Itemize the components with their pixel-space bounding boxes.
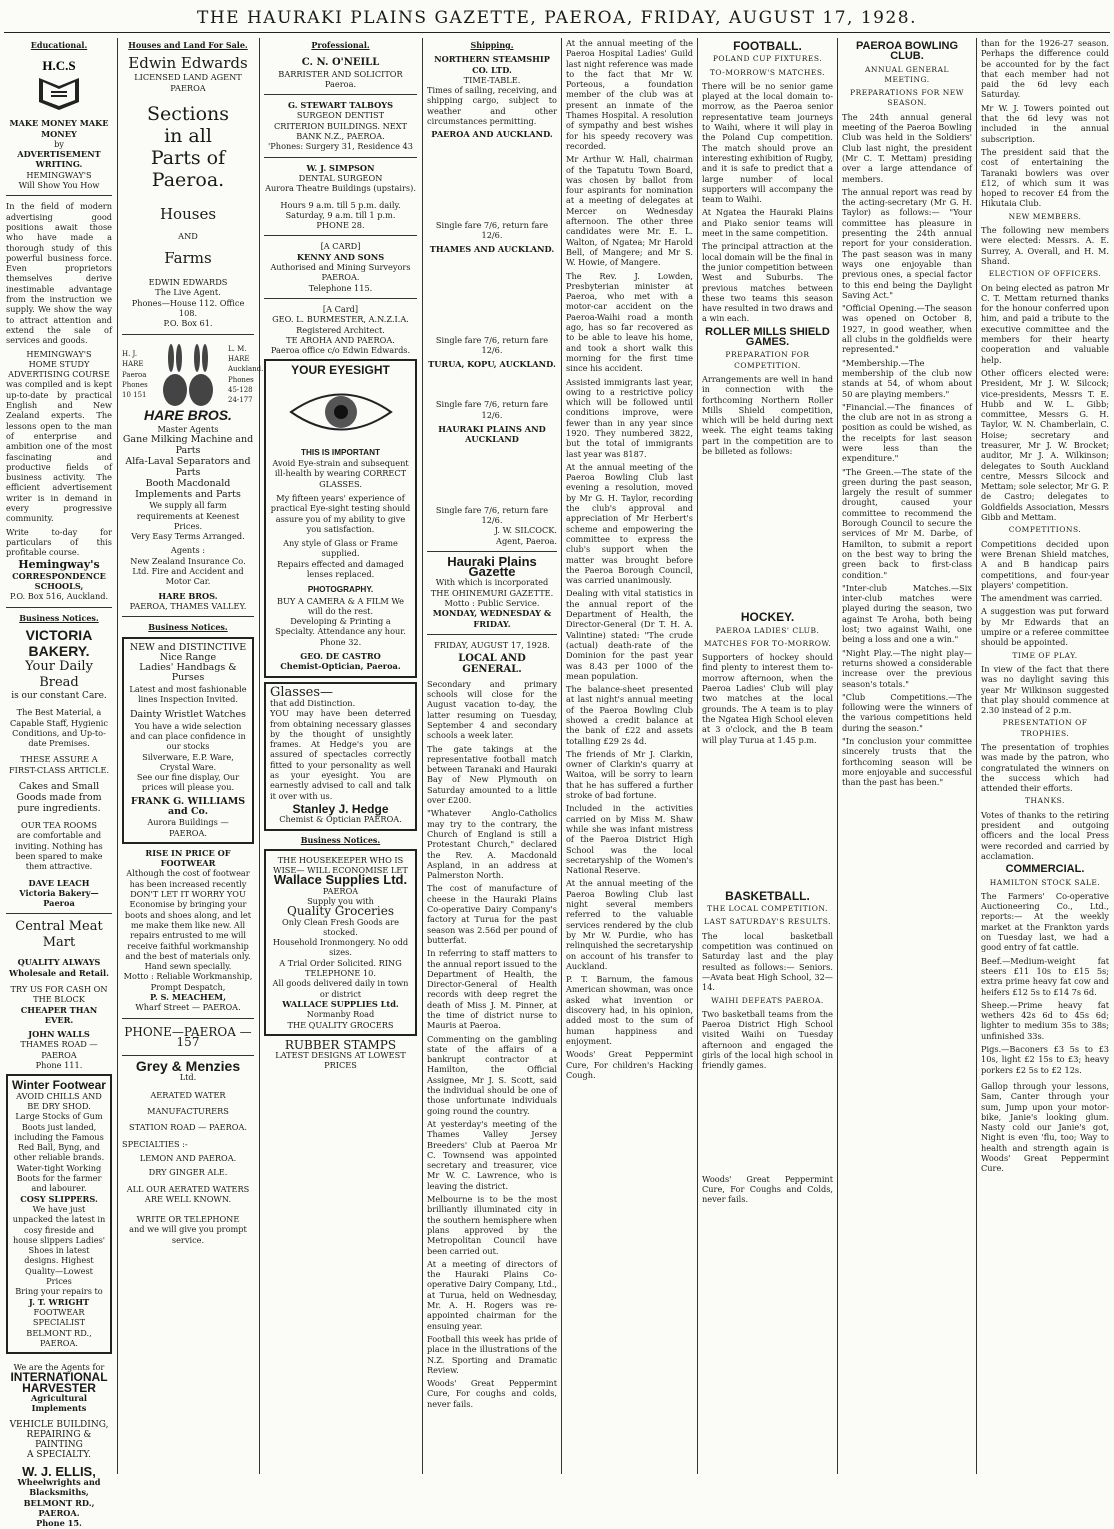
timetable-4 xyxy=(427,445,557,505)
section-heading: Business Notices. xyxy=(148,622,228,633)
handbags-text: Ladies' Handbags & Purses xyxy=(139,662,237,684)
article-paragraph: "Night Play.—The night play—returns showed a considerable increase over the previous season's totals." xyxy=(842,647,972,689)
timetable-title: TIME-TABLE. xyxy=(463,74,521,85)
ironmongery-text: Household Ironmongery. No odd sizes. xyxy=(272,937,409,958)
article-paragraph: Sheep.—Prime heavy fat wethers 42s 6d to 45s 6d; lighter to medium 35s to 38s; unfinished 33s. xyxy=(981,999,1109,1041)
hockey-heading: HOCKEY. xyxy=(740,610,795,625)
article-paragraph: At a meeting of directors of the Hauraki Plains Co-operative Dairy Company, Ltd., at Turua, held on Wednesday, Mr. A. H. Rogers was re-appointed chairman for the ensuing year. xyxy=(427,1258,557,1331)
tearooms-text: are comfortable and inviting. Nothing has been spared to make them attractive. xyxy=(15,830,103,872)
woods-note: Woods' Great Peppermint Cure, For Coughs and Colds, never fails. xyxy=(702,1173,833,1205)
agents-label: Agents : xyxy=(170,545,206,556)
article-paragraph: A suggestion was put forward by Mr Edwards that an umpire or a referee committee should be appointed. xyxy=(981,606,1109,648)
alfa-text: Alfa-Laval Separators and Parts xyxy=(125,456,251,479)
talboys-phones: 'Phones: Surgery 31, Residence 43 xyxy=(268,141,413,152)
section-heading: Business Notices. xyxy=(19,612,99,623)
designs-text: LATEST DESIGNS AT LOWEST PRICES xyxy=(275,1050,406,1071)
all-aerated-text: ALL OUR AERATED WATERS ARE WELL KNOWN. xyxy=(126,1183,250,1204)
assure-text: THESE ASSURE A FIRST-CLASS ARTICLE. xyxy=(8,754,110,775)
local-general-heading: LOCAL AND GENERAL. xyxy=(458,653,526,675)
course-line-3: ADVERTISING COURSE xyxy=(8,369,110,380)
hare-bros-location: PAEROA, THAMES VALLEY. xyxy=(129,600,247,611)
trophies-subheading: PRESENTATION OF TROPHIES. xyxy=(1002,718,1088,738)
cheaper-text: CHEAPER THAN EVER. xyxy=(20,1004,98,1025)
houses-text: Houses xyxy=(159,204,217,223)
oneill-paeroa: Paeroa. xyxy=(324,78,357,89)
motto-text: Motto : Public Service. xyxy=(444,598,540,609)
sections-text: Sections xyxy=(146,102,230,125)
waihi-subheading: WAIHI DEFEATS PAEROA. xyxy=(711,995,824,1005)
will-show-text: Will Show You How xyxy=(18,180,100,191)
edwin-pobox: P.O. Box 61. xyxy=(163,318,213,329)
competitions-subheading: COMPETITIONS. xyxy=(1008,525,1082,535)
issue-date: FRIDAY, AUGUST 17, 1928. xyxy=(434,639,550,650)
article-paragraph: Secondary and primary schools will close for the August vacation to-day, the latter resuming on Tuesday, September 4 and secondary schools a week later. xyxy=(427,678,557,741)
hours-text: Hours 9 a.m. till 5 p.m. daily. Saturday, 9 a.m. till 1 p.m. xyxy=(280,199,401,220)
walls-address: THAMES ROAD — PAEROA xyxy=(20,1039,98,1060)
article-paragraph: than for the 1926-27 season. Perhaps the difference could be accounted for by the fact that each member had not paid the 6d levy each Saturday. xyxy=(981,38,1109,100)
article-paragraph: The presentation of trophies was made by the patron, who congratulated the winners on the success which had attended their efforts. xyxy=(981,742,1109,794)
card-label: [A CARD] xyxy=(320,241,361,252)
rise-title: RISE IN PRICE OF FOOTWEAR xyxy=(145,847,231,869)
quality-text: QUALITY ALWAYS xyxy=(17,957,101,968)
thanks-subheading: THANKS. xyxy=(1025,796,1065,806)
fresh-text: Only Clean Fresh Goods are stocked. xyxy=(282,916,399,937)
supply-text: Supply you with xyxy=(307,896,374,906)
bakery-title: VICTORIA BAKERY. xyxy=(25,626,93,659)
ltd-text: Ltd. xyxy=(179,1071,197,1082)
edwin-phones: Phones—House 112. Office 108. xyxy=(131,297,245,319)
hemingways-label: HEMINGWAY'S xyxy=(26,169,92,180)
cash-text: TRY US FOR CASH ON THE BLOCK xyxy=(10,984,108,1005)
masthead: THE HAURAKI PLAINS GAZETTE, PAEROA, FRIDAY, AUGUST 17, 1928. xyxy=(197,8,917,28)
hare-ad-header xyxy=(122,340,264,410)
article-paragraph: Votes of thanks to the retiring president and outgoing officers and the local Press were recorded and carried by acclamation. xyxy=(981,809,1109,861)
service-text: and we will give you prompt service. xyxy=(129,1224,247,1245)
fare-3: Single fare 7/6, return fare 12/6. xyxy=(435,399,549,420)
section-heading: Houses and Land For Sale. xyxy=(128,40,248,50)
article-paragraph: Other officers elected were: President, Mr J. W. Silcock; vice-presidents, Messrs T. E. Hubb and W. L. Gibb; committee, Messrs G. H. Taylor, W. N. Chamberlain, C. Hoise; secretary and treasurer, Mr J. W. Brocket; auditor, Mr J. A. Wilkinson; delegates to South Auckland centre, Messrs Silcock and Mettam; sole selector, Mr G. P. de Castro; delegates to Goldfields Association, Messrs Gibb and Mettam. xyxy=(981,367,1109,523)
specialties-label: SPECIALTIES :- xyxy=(122,1138,188,1149)
basketball-heading: BASKETBALL. xyxy=(725,888,810,903)
billet-list xyxy=(702,459,833,609)
dentist-text: SURGEON DENTIST xyxy=(296,110,385,121)
paeroa-text: PAEROA xyxy=(170,82,206,93)
column-2 xyxy=(122,38,264,1474)
oneill-name: C. N. O'NEILL xyxy=(301,57,380,69)
slogan: MAKE MONEY MAKE MONEY xyxy=(9,118,109,139)
surveyors-text: Authorised and Mining Surveyors PAEROA. xyxy=(270,262,411,283)
parts-text: Parts of Paeroa. xyxy=(150,146,226,191)
bread-line: Your Daily Bread xyxy=(25,658,93,690)
barrister-text: BARRISTER AND SOLICITOR xyxy=(278,68,403,79)
article-paragraph: The following new members were elected: Messrs. A. E. Surrey, A. Overall, and H. M. Shand. xyxy=(981,225,1109,266)
repairing-text: REPAIRING & PAINTING xyxy=(26,1429,92,1451)
agent-name: J. W. SILCOCK. xyxy=(494,525,557,536)
column-divider xyxy=(422,38,423,1474)
intro-paragraph: In the field of modern advertising good positions await those who have made a thorough study of this powerful business force. Even proprietors themselves derive inestimable advantage from the instruction we supply. We show the way to attract attention and extend the sale of services and goods. xyxy=(6,201,112,346)
agents-text: We are the Agents for xyxy=(13,1362,105,1373)
football-heading: FOOTBALL. xyxy=(733,39,802,53)
column-divider xyxy=(259,38,260,1474)
hcs-logo-text: H.C.S xyxy=(42,58,76,74)
station-text: STATION ROAD — PAEROA. xyxy=(128,1122,248,1133)
booth-text: Booth Macdonald Implements and Parts xyxy=(135,478,241,501)
architect-text: Registered Architect. xyxy=(296,324,385,335)
article-paragraph: The cost of manufacture of cheese in the Hauraki Plains Co-operative Dairy Company's factory at Turua for the past season was 2.56d per pound of butterfat. xyxy=(427,883,557,945)
article-paragraph: Competitions decided upon were Brenan Shield matches, A and B handicap pairs competitions, and four-year players' competition. xyxy=(981,538,1109,590)
column-divider xyxy=(837,38,838,1474)
chills-text: AVOID CHILLS AND BE DRY SHOD. xyxy=(16,1090,102,1111)
burmester-name: GEO. L. BURMESTER, A.N.Z.I.A. xyxy=(272,314,409,325)
insurance-text: New Zealand Insurance Co. Ltd. Fire and Accident and Motor Car. xyxy=(130,555,246,587)
experience-text: My fifteen years' experience of practical Eye-sight testing should assure you of my ability to give you satisfaction. xyxy=(270,492,411,534)
article-paragraph: Mr Arthur W. Hall, chairman of the Tapatutu Town Board, was chosen by ballot from four aspirants for nomination at a meeting of delegates at Mercer on Wednesday afternoon. The other three candidates were Mr. E. L. Walton, of Ngatea; Mr Harold Bell, of Mangere; and Mr S. W. Howie, of Mangere. xyxy=(566,154,693,268)
article-paragraph: In referring to staff matters to the annual report issued to the Department of Health, the Director-General of Health records with deep regret the death of Miss J. M. Pinner, at the time of district nurse to Mauris at Paeroa. xyxy=(427,948,557,1031)
roller-mills-heading: ROLLER MILLS SHIELD GAMES. xyxy=(705,325,830,349)
gallop-verse: Gallop through your lessons, Sam, Canter through your sum, Jump upon your motor-bike, Janie's looking glum. Nasty cold our Janie's got, Night is even 'flu, too; Way to health and strength again is Woods' Great Peppermint Cure. xyxy=(981,1080,1109,1174)
election-subheading: ELECTION OF OFFICERS. xyxy=(988,269,1102,279)
article-paragraph: The annual report was read by the acting-secretary (Mr G. H. Taylor) as follows:— "Your committee has pleasure in presenting the 24th annual report for your consideration. The past season was in many ways one enjoyable than previous ones, a special factor to this end being the Daylight Saving Act." xyxy=(842,186,972,300)
te-aroha-text: TE AROHA AND PAEROA. xyxy=(286,334,395,345)
edwin-name: EDWIN EDWARDS xyxy=(148,277,228,288)
write-today-text: Write to-day for particulars of this profitable course. xyxy=(6,526,112,558)
castro-title: Chemist-Optician, Paeroa. xyxy=(280,661,401,672)
eyestrain-text: Avoid Eye-strain and subsequent ill-health by wearing CORRECT GLASSES. xyxy=(272,458,409,489)
article-paragraph: The amendment was carried. xyxy=(981,593,1103,604)
team-lists xyxy=(702,748,833,888)
route-3: TURUA, KOPU, AUCKLAND. xyxy=(428,359,556,370)
trial-text: A Trial Order Solicited. RING TELEPHONE 10. xyxy=(279,957,402,979)
results-subheading: LAST SATURDAY'S RESULTS. xyxy=(704,917,831,927)
article-paragraph: On being elected as patron Mr C. T. Mettam returned thanks for the honour conferred upon him, and paid a tribute to the executive committee and the members for their hearty cooperation and valuable help. xyxy=(981,282,1109,365)
fare-1: Single fare 7/6, return fare 12/6. xyxy=(435,219,549,240)
article-paragraph: "Official Opening.—The season was opened on October 8, 1927, in good weather, when all clubs in the goldfields were represented." xyxy=(842,303,972,355)
hamilton-subheading: HAMILTON STOCK SALE. xyxy=(989,877,1101,887)
glasses-title: Glasses— xyxy=(270,684,334,700)
glasses-paragraph: YOU may have been deterred from obtaining necessary glasses by the thought of unsightly frames. At Hedge's you are assured of spectacles correctly fitted to your personality as well as your eyesight. You are earnestly advised to call and talk it over with us. xyxy=(270,708,411,801)
article-paragraph: At the annual meeting of the Paeroa Hospital Ladies' Guild last night reference was made to the fact that Mr W. Porteous, a foundation member of the club was at present an inmate of the Thames Hospital. A resolution of sympathy and best wishes for his speedy recovery was recorded. xyxy=(566,38,693,151)
water-tight-text: Water-tight Working Boots for the farmer and labourer. xyxy=(16,1162,102,1194)
style-text: Any style of Glass or Frame supplied. xyxy=(283,538,398,559)
article-paragraph: Pigs.—Baconers £3 5s to £3 10s, light £2 15s to £3; heavy porkers £2 5s to £2 12s. xyxy=(981,1044,1109,1075)
article-paragraph: "In conclusion your committee sincerely trusts that the forthcoming season will be more enjoyable and successful than the past has been." xyxy=(842,736,972,788)
williams-address: Aurora Buildings — PAEROA. xyxy=(147,817,229,838)
hare-illustration-icon xyxy=(153,340,223,410)
woods-note: Woods' Great Peppermint Cure, For coughs and colds, never fails. xyxy=(427,1378,557,1409)
simpson-name: W. J. SIMPSON xyxy=(306,162,375,173)
fare-2: Single fare 7/6, return fare 12/6. xyxy=(435,334,549,355)
subject-text: Times of sailing, receiving, and shipping cargo, subject to weather and other circumstances permitting. xyxy=(427,85,557,127)
fare-4: Single fare 7/6, return fare 12/6. xyxy=(435,504,549,525)
distinction-text: that add Distinction. xyxy=(270,697,356,708)
manufacturers-text: MANUFACTURERS xyxy=(147,1106,229,1117)
matches-subheading: TO-MORROW'S MATCHES. xyxy=(709,67,826,77)
hedge-name: Stanley J. Hedge xyxy=(292,801,389,816)
commercial-heading: COMMERCIAL. xyxy=(1005,863,1085,876)
wright-address: BELMONT RD., PAEROA. xyxy=(26,1327,92,1348)
article-paragraph: "Inter-club Matches.—Six inter-club matches were played during the season, two against Te Aroha, both being lost; two against Waihi, one being a loss and one a win." xyxy=(842,582,972,645)
article-paragraph: Included in the activities carried on by Miss M. Shaw while she was infant mistress of the Paeroa District High School was the local secretaryship of the Women's National Reserve. xyxy=(566,803,693,876)
new-members-subheading: NEW MEMBERS. xyxy=(1008,211,1082,221)
route-4: HAURAKI PLAINS AND AUCKLAND xyxy=(438,424,546,445)
article-paragraph: The local basketball competition was continued on Saturday last and the play resulted as follows:— Seniors.—Avata beat High School, 32—14. xyxy=(702,930,833,993)
column-divider xyxy=(976,38,977,1474)
wristlet-title: Dainty Wristlet Watches xyxy=(129,709,247,721)
by-text: by xyxy=(54,138,64,149)
lemon-text: LEMON AND PAEROA. xyxy=(139,1153,237,1163)
walls-phone: Phone 111. xyxy=(35,1060,83,1071)
latest-text: Latest and most fashionable lines Inspection Invited. xyxy=(129,683,247,705)
important-text: THIS IS IMPORTANT xyxy=(301,447,380,457)
poland-subheading: POLAND CUP FIXTURES. xyxy=(712,54,823,64)
slippers-text: We have just unpacked the latest in cosy fireside and house slippers Ladies' Shoes in latest designs. Highest Quality—Lowest Prices xyxy=(12,1203,106,1287)
section-heading: Business Notices. xyxy=(300,834,381,845)
column-4 xyxy=(427,38,557,1474)
harvester-title: HARVESTER xyxy=(22,1380,96,1395)
basketball-report xyxy=(702,1074,833,1174)
column-divider xyxy=(561,38,562,1474)
wristlet-text: You have a wide selection and can place confidence in our stocks xyxy=(130,720,246,752)
timetable-3 xyxy=(427,369,557,399)
course-paragraph: was compiled and is kept up-to-date by practical English and New Zealand experts. The lessons open to the man of enterprise and ambition one of the most fascinating and productive fields of business activity. The efficient advertisement writer is in demand in every progressive community. xyxy=(6,379,112,524)
kenny-tel: Telephone 115. xyxy=(308,282,373,293)
article-paragraph: P. T. Barnum, the famous American showman, was once asked what invention or discovery had, in his opinion, added most to the sum of human happiness and enjoyment. xyxy=(566,974,693,1046)
ellis-phone: Phone 15. xyxy=(36,1518,82,1529)
new-distinctive: NEW and DISTINCTIVE xyxy=(129,641,247,653)
school-name-2: CORRESPONDENCE SCHOOLS, xyxy=(12,570,106,592)
ladies-subheading: PAEROA LADIES' CLUB. xyxy=(715,625,820,635)
timetable-2 xyxy=(427,255,557,335)
column-5 xyxy=(566,38,693,1474)
vehicle-text: VEHICLE BUILDING, xyxy=(9,1419,109,1430)
bowling-club-heading: PAEROA BOWLING CLUB. xyxy=(855,40,959,63)
article-paragraph: At yesterday's meeting of the Thames Valley Jersey Breeders' Club at Paeroa Mr C. Townsend was appointed secretary and treasurer, vice Mr W. C. Lawrence, who is leaving the district. xyxy=(427,1118,557,1191)
article-paragraph: Arrangements are well in hand in connection with the forthcoming Northern Roller Mills Shield competition, which will be held during next week. The eight teams taking part in the competition are to be billeted as follows: xyxy=(702,373,833,456)
bring-repairs: Bring your repairs to xyxy=(15,1286,103,1297)
article-paragraph: Mr W. J. Towers pointed out that the 6d levy was not included in the annual subscription. xyxy=(981,102,1109,144)
winter-footwear-title: Winter Footwear xyxy=(12,1078,106,1093)
rubber-stamps-title: RUBBER STAMPS xyxy=(284,1037,397,1052)
column-divider xyxy=(117,38,118,1474)
aerated-text: AERATED WATER xyxy=(150,1089,226,1100)
ad-writing-title: ADVERTISEMENT WRITING. xyxy=(17,149,101,170)
meat-mart-title: Central Meat Mart xyxy=(15,919,103,951)
route-1: PAEROA AND AUCKLAND. xyxy=(431,129,553,140)
wallace-address: Normanby Road xyxy=(306,1009,375,1020)
specialty-text: A SPECIALTY. xyxy=(27,1450,91,1461)
column-7 xyxy=(842,38,972,1474)
phone-28: PHONE 28. xyxy=(316,220,365,231)
office-text: Paeroa office c/o Edwin Edwards. xyxy=(270,345,411,356)
article-paragraph: The principal attraction at the local domain will be the final in the junior competition between West and Suburbs. The previous matches between these two teams this season have resulted in two draws and a win each. xyxy=(702,241,833,324)
gazette-title: Hauraki Plains Gazette xyxy=(447,553,537,580)
article-paragraph: At Ngatea the Hauraki Plains and Piako senior teams will meet in the same competition. xyxy=(702,207,833,239)
ginger-text: DRY GINGER ALE. xyxy=(148,1167,228,1178)
dental-text: DENTAL SURGEON xyxy=(298,172,383,183)
criterion-text: CRITERION BUILDINGS. NEXT BANK N.Z., PAEROA. xyxy=(273,120,408,142)
wallace-paeroa: PAEROA xyxy=(322,885,359,896)
master-agents: Master Agents xyxy=(157,423,219,434)
cakes-text: Cakes and Small Goods made from pure ingredients. xyxy=(16,781,102,815)
section-heading: Shipping. xyxy=(470,40,514,50)
article-paragraph: Melbourne is to be the most brilliantly illuminated city in the southern hemisphere when plans approved by the Metropolitan Council have been carried out. xyxy=(427,1194,557,1256)
article-paragraph: The Rev. J. Lowden, Presbyterian minister at Paeroa, who met with a motor-car accident on the Paeroa-Waihi road a month ago, has so far recovered as to be able to leave his home, and took a short walk this morning for the first time since his accident. xyxy=(566,270,693,374)
hare-bros-name: HARE BROS. xyxy=(158,590,218,601)
article-paragraph: "Whatever Anglo-Catholics may try to the contrary, the Church of England is still a Protestant Church," declared the Rev. A. Macdonald Aspland, in an address at Palmerston North. xyxy=(427,808,557,881)
meachem-address: Wharf Street — PAEROA. xyxy=(135,1002,241,1013)
write-text: WRITE OR TELEPHONE xyxy=(136,1214,240,1225)
grocers-text: THE QUALITY GROCERS xyxy=(287,1019,394,1030)
masthead-rule xyxy=(4,32,1110,33)
castro-name: GEO. DE CASTRO xyxy=(300,651,381,662)
developing-text: Developing & Printing a Specialty. Attendance any hour. Phone 32. xyxy=(275,616,406,647)
article-paragraph: Commenting on the gambling state of the affairs of a bankrupt contractor at Hamilton, the Official Assignee, Mr J. S. Scott, said the individual should be one of those unfortunate individuals going round the country. xyxy=(427,1033,557,1116)
leach-name: DAVE LEACH xyxy=(28,877,90,888)
walls-name: JOHN WALLS xyxy=(28,1029,90,1040)
gane-text: Gane Milking Machine and Parts xyxy=(122,434,254,457)
wright-specialist: FOOTWEAR SPECIALIST xyxy=(32,1306,86,1328)
housekeeper-text: THE HOUSEKEEPER WHO IS WISE— WILL ECONOMISE LET xyxy=(273,854,408,876)
article-paragraph: Assisted immigrants last year, owing to a restrictive policy which will be followed until conditions improve, were fewer than in any year since 1920. They numbered 3822, but the total of immigrants last year was 8187. xyxy=(566,376,693,459)
article-paragraph: The balance-sheet presented at last night's annual meeting of the Paeroa Bowling Club showed a credit balance at the bank of £22 and assets totalling £29 2s 4d. xyxy=(566,684,693,746)
school-box: P.O. Box 516, Auckland. xyxy=(9,591,109,602)
article-paragraph: In view of the fact that there was no daylight saving this year Mr Wilkinson suggested that play should commence at 2.30 instead of 2 p.m. xyxy=(981,663,1109,716)
eye-illustration-icon xyxy=(286,382,396,442)
column-divider xyxy=(697,38,698,1474)
camera-text: BUY A CAMERA & A FILM We will do the rest. xyxy=(277,595,404,616)
timetable-1 xyxy=(427,140,557,220)
motto-text: Motto : Reliable Workmanship, Prompt Despatch, xyxy=(123,971,253,992)
hcs-logo-icon xyxy=(29,56,89,112)
wheelwrights-text: Wheelwrights and xyxy=(17,1477,101,1488)
article-paragraph: "Club Competitions.—The following were the winners of the various competitions held during the season." xyxy=(842,691,972,733)
hare-right: L. M. HARE Auckland. Phones 45-128 24-177 xyxy=(228,344,264,405)
column-1 xyxy=(6,38,112,1529)
wholesale-text: Wholesale and Retail. xyxy=(8,967,110,978)
card-label-2: [A Card] xyxy=(322,303,359,314)
nice-range: Nice Range xyxy=(159,651,217,663)
column-8 xyxy=(981,38,1109,1474)
column-6 xyxy=(702,38,833,1474)
hockey-matches-subheading: MATCHES FOR TO-MORROW. xyxy=(703,638,832,648)
edwin-title: Edwin Edwards xyxy=(128,54,248,73)
wallace-title: Wallace Supplies Ltd. xyxy=(273,872,408,888)
company-name: NORTHERN STEAMSHIP CO. LTD. xyxy=(434,54,550,75)
meachem-name: P. S. MEACHEM, xyxy=(150,992,226,1003)
article-paragraph: Supporters of hockey should find plenty to interest them to-morrow afternoon, when the Paeroa Ladies' Club will play two matches at the local grounds. The A team is to play the Ngatea High School eleven at 3 o'clock, and the B team will play Turua at 1.45 p.m. xyxy=(702,652,833,745)
groceries-title: Quality Groceries xyxy=(286,904,394,919)
woods-note: Woods' Great Peppermint Cure, For children's Hacking Cough. xyxy=(566,1049,693,1080)
bread-line-2: is our constant Care. xyxy=(11,690,107,701)
grey-menzies-title: Grey & Menzies xyxy=(135,1058,241,1075)
live-agent: The Live Agent. xyxy=(155,287,221,298)
column-3 xyxy=(264,38,417,1474)
ellis-name: W. J. ELLIS, xyxy=(22,1463,96,1479)
delivered-text: All goods delivered daily in town or district xyxy=(272,978,409,999)
incorporated-text: With which is incorporated xyxy=(435,577,549,588)
talboys-name: G. STEWART TALBOYS xyxy=(288,100,393,111)
phone-line: PHONE—PAEROA —157 xyxy=(124,1024,252,1049)
course-line-1: HEMINGWAY'S xyxy=(26,348,92,359)
article-paragraph: "Financial.—The finances of the club are not in as strong a position as could be wished, as the receipts for last season were less than the expenditure." xyxy=(842,401,972,464)
and-text: AND xyxy=(178,230,198,241)
farms-text: Farms xyxy=(164,249,212,268)
licensed-text: LICENSED LAND AGENT xyxy=(134,72,242,83)
article-paragraph: The 24th annual general meeting of the Paeroa Bowling Club was held in the Soldiers' Club last night, the president (Mr C. T. Mettam) presiding over a large attendance of members. xyxy=(842,111,972,184)
supply-text: We supply all farm requirements at Keenest Prices. xyxy=(136,500,240,531)
material-text: The Best Material, a Capable Staff, Hygienic Conditions, and Up-to-date Premises. xyxy=(9,707,109,749)
aurora-text: Aurora Theatre Buildings (upstairs). xyxy=(265,183,416,194)
agent-location: Agent, Paeroa. xyxy=(496,535,557,546)
wallace-name: WALLACE SUPPLIES Ltd. xyxy=(282,998,399,1009)
days-text: MONDAY, WEDNESDAY & FRIDAY. xyxy=(432,608,552,629)
ohinemuri-text: THE OHINEMURI GAZETTE. xyxy=(430,587,554,598)
silver-text: Silverware, E.P. Ware, Crystal Ware. xyxy=(142,751,234,772)
article-paragraph: "Membership.—The membership of the club now stands at 54, of whom about 50 are playing members." xyxy=(842,357,972,399)
prep-subheading: PREPARATIONS FOR NEW SEASON. xyxy=(850,88,964,108)
annual-subheading: ANNUAL GENERAL MEETING. xyxy=(865,64,949,84)
article-paragraph: Two basketball teams from the Paeroa District High School visited Waihi on Tuesday afternoon and engaged the girls of the local high school in friendly games. xyxy=(702,1008,833,1071)
article-paragraph: At the annual meeting of the Paeroa Bowling Club last evening a resolution, moved by Mr G. H. Taylor, recording the club's approval and appreciation of Mr Herbert's scheme and empowering the committee to express the club's support when the matter was brought before the Paeroa Borough Council, was carried unanimously. xyxy=(566,461,693,586)
article-paragraph: The friends of Mr J. Clarkin, owner of Clarkin's quarry at Waitoa, will be sorry to learn that he has suffered a further stroke of bad fortune. xyxy=(566,748,693,801)
rise-text: Although the cost of footwear has been increased recently DON'T LET IT WORRY YOU Economise by bringing your boots and shoes along, and let me make them like new. All repairs entrusted to me will receive faithful workmanship and the best of materials only. Hand sewn specially. xyxy=(124,868,252,972)
eyesight-title: YOUR EYESIGHT xyxy=(291,363,390,378)
article-paragraph: The president said that the cost of entertaining the Taranaki bowlers was over £12, of which sum it was hoped to recover £4 from the Hikutaia Club. xyxy=(981,146,1109,209)
course-line-2: HOME STUDY xyxy=(28,358,90,369)
photography-title: PHOTOGRAPHY. xyxy=(307,585,374,595)
leach-location: Victoria Bakery—Paeroa xyxy=(19,887,99,909)
school-name: Hemingway's xyxy=(18,558,100,572)
repairs-text: Repairs effected and damaged lenses replaced. xyxy=(277,558,404,579)
section-heading: Professional. xyxy=(311,40,370,50)
article-paragraph: Beef.—Medium-weight fat steers £11 10s to £15 5s; extra prime heavy fat cow and heifers £12 5s to £14 7s 6d. xyxy=(981,955,1109,997)
agri-text: Agricultural Implements xyxy=(30,1392,87,1414)
time-subheading: TIME OF PLAY. xyxy=(1012,650,1078,660)
route-2: THAMES AND AUCKLAND. xyxy=(429,244,555,255)
terms-text: Very Easy Terms Arranged. xyxy=(131,531,245,542)
tearooms-title: OUR TEA ROOMS xyxy=(21,820,97,831)
wright-name: J. T. WRIGHT xyxy=(28,1296,90,1307)
hare-left: H. J. HARE Paeroa Phones 10 151 xyxy=(122,349,148,400)
gum-boots-text: Large Stocks of Gum Boots just landed, including the Famous Red Ball, Byng, and other reliable brands. xyxy=(13,1111,105,1163)
international-title: INTERNATIONAL xyxy=(10,1370,108,1385)
article-paragraph: Football this week has pride of place in the illustrations of the N.Z. Sporting and Dramatic Review. xyxy=(427,1333,557,1375)
article-paragraph: "The Green.—The state of the green during the past season, largely the result of summer drought, caused your committee to recommend the Borough Council to secure the services of Mr M. Darbe, of Hamilton, to submit a report on the best way to bring the green back to first-class condition." xyxy=(842,466,972,580)
hare-bros-logo: HARE BROS. xyxy=(144,406,232,423)
article-paragraph: The Farmers' Co-operative Auctioneering Co., Ltd., reports:— At the weekly market at the Frankton yards on Tuesday last, we had a good entry of fat cattle. xyxy=(981,890,1109,953)
article-paragraph: There will be no senior game played at the local domain to-morrow, as the Paeroa senior representative team journeys to Waihi, where it will play in the Poland Cup competition. The match should prove an interesting exhibition of Rugby, and it is safe to predict that a large number of local supporters will accompany the team to Waihi. xyxy=(702,80,833,205)
article-paragraph: Dealing with vital statistics in the annual report of the Department of Health, the Director-General (Dr T. H. A. Valintine) stated: "The crude (actual) death-rate of the Dominion for the past year was 8.43 per 1000 of the mean population. xyxy=(566,588,693,681)
williams-name: FRANK G. WILLIAMS and Co. xyxy=(130,795,246,817)
local-comp-subheading: THE LOCAL COMPETITION. xyxy=(707,904,828,914)
slippers-title: COSY SLIPPERS. xyxy=(20,1193,98,1204)
article-paragraph: The gate takings at the representative football match between Taranaki and Hauraki Bay of New Plymouth on Saturday amounted to a little over £200. xyxy=(427,743,557,806)
kenny-name: KENNY AND SONS xyxy=(296,251,385,262)
in-all-text: in all xyxy=(164,124,212,147)
hedge-location: Chemist & Optician PAEROA. xyxy=(279,814,402,825)
ellis-address: BELMONT RD., PAEROA. xyxy=(23,1497,95,1518)
display-text: See our fine display, Our prices will please you. xyxy=(136,772,240,793)
section-heading: Educational. xyxy=(30,40,88,50)
prep-subheading: PREPARATION FOR COMPETITION. xyxy=(725,350,810,370)
blacksmiths-text: Blacksmiths, xyxy=(29,1487,89,1498)
article-paragraph: At the annual meeting of the Paeroa Bowling Club last night several members referred to the valuable services rendered by the club by Mr W. Purdie, who has relinquished the secretaryship on account of his transfer to Auckland. xyxy=(566,878,694,971)
